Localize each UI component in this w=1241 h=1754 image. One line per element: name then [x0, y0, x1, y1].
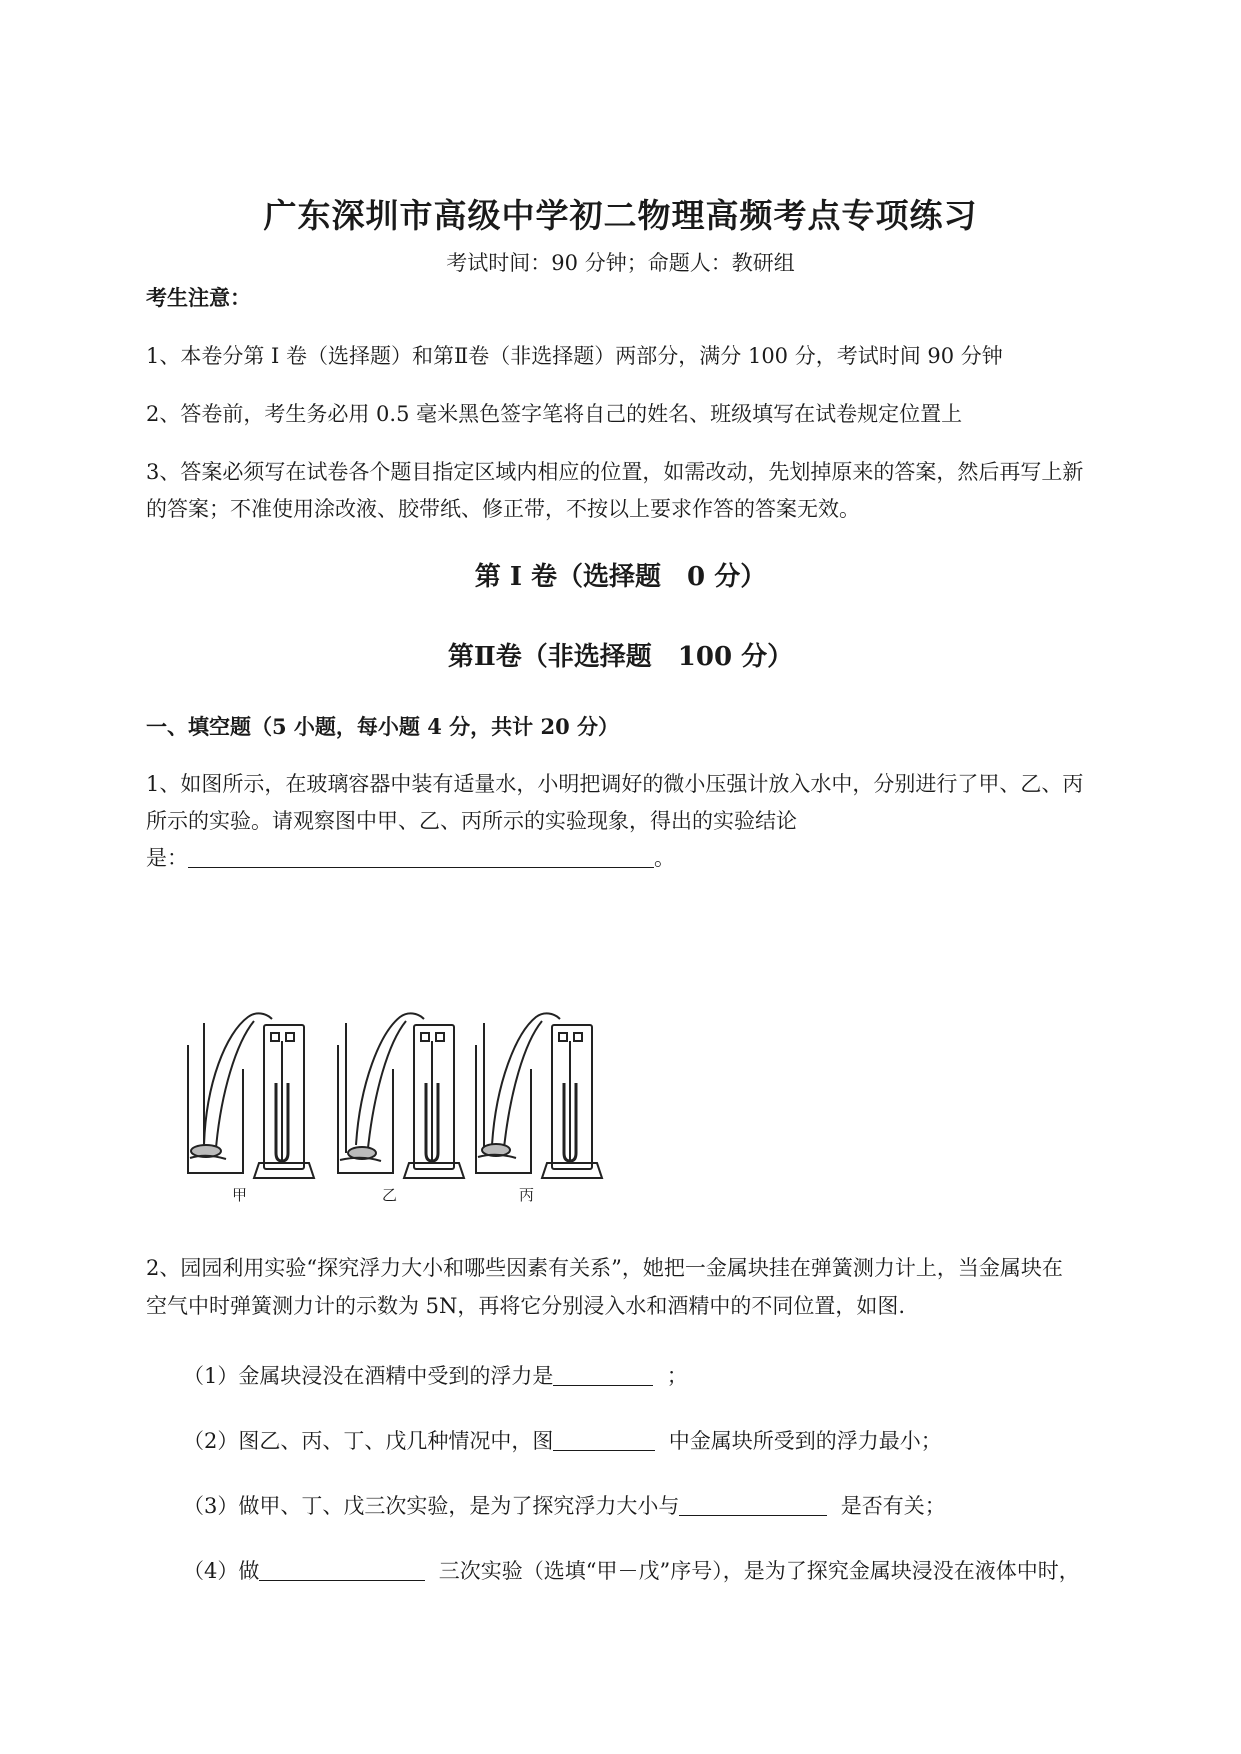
notice-item-3: 3、答案必须写在试卷各个题目指定区域内相应的位置，如需改动，先划掉原来的答案，然后再写上新 — [146, 460, 1084, 484]
figure-label-jia: 甲 — [232, 1186, 248, 1204]
experiment-yi-apparatus — [338, 1013, 464, 1178]
experiment-bing-apparatus — [476, 1013, 602, 1178]
question-2-sub-2-blank[interactable] — [553, 1428, 655, 1451]
notice-item-3-cont: 的答案；不准使用涂改液、胶带纸、修正带，不按以上要求作答的答案无效。 — [146, 497, 860, 521]
experiment-jia-apparatus — [188, 1013, 314, 1178]
question-2-sub-3-prefix: （3）做甲、丁、戊三次实验，是为了探究浮力大小与 — [183, 1494, 680, 1518]
question-1-suffix: 。 — [654, 846, 675, 870]
part-one-heading: 第 I 卷（选择题 0 分） — [474, 562, 767, 592]
question-2-line-2: 空气中时弹簧测力计的示数为 5N，再将它分别浸入水和酒精中的不同位置，如图. — [146, 1294, 906, 1318]
question-1-answer-blank[interactable] — [188, 845, 654, 868]
notice-item-1: 1、本卷分第 I 卷（选择题）和第Ⅱ卷（非选择题）两部分，满分 100 分，考试时间 90 分钟 — [146, 344, 1003, 368]
question-2-sub-4-blank[interactable] — [259, 1558, 425, 1581]
question-2-line-1: 2、园园利用实验“探究浮力大小和哪些因素有关系”，她把一金属块挂在弹簧测力计上，当金属块在 — [146, 1256, 1063, 1280]
question-2-sub-3 — [183, 1490, 946, 1520]
question-1-line-3 — [146, 842, 675, 872]
fill-in-section-heading: 一、填空题（5 小题，每小题 4 分，共计 20 分） — [146, 714, 620, 739]
question-1-prefix: 是： — [146, 846, 188, 870]
question-1-line-2: 所示的实验。请观察图中甲、乙、丙所示的实验现象，得出的实验结论 — [146, 809, 797, 833]
notice-item-2: 2、答卷前，考生务必用 0.5 毫米黑色签字笔将自己的姓名、班级填写在试卷规定位置上 — [146, 402, 963, 426]
notice-heading: 考生注意： — [146, 285, 251, 310]
exam-info: 考试时间：90 分钟；命题人：教研组 — [446, 251, 795, 275]
figure-label-bing: 丙 — [519, 1186, 535, 1204]
question-1-line-1: 1、如图所示，在玻璃容器中装有适量水，小明把调好的微小压强计放入水中，分别进行了甲、乙、丙 — [146, 772, 1084, 796]
figure-label-yi: 乙 — [382, 1186, 398, 1204]
pressure-gauge-figure — [176, 1003, 656, 1183]
question-2-sub-2-prefix: （2）图乙、丙、丁、戊几种情况中，图 — [183, 1429, 554, 1453]
question-2-sub-4-suffix: 三次实验（选填“甲－戊”序号），是为了探究金属块浸没在液体中时， — [438, 1559, 1080, 1583]
question-2-sub-3-blank[interactable] — [679, 1493, 827, 1516]
question-2-sub-4-prefix: （4）做 — [183, 1559, 260, 1583]
question-2-sub-1-blank[interactable] — [553, 1363, 653, 1386]
question-2-sub-1-prefix: （1）金属块浸没在酒精中受到的浮力是 — [183, 1364, 554, 1388]
question-2-sub-4 — [183, 1555, 1080, 1585]
page-title: 广东深圳市高级中学初二物理高频考点专项练习 — [263, 196, 978, 235]
question-2-sub-1-suffix: ； — [666, 1364, 688, 1388]
question-2-sub-1 — [183, 1360, 688, 1390]
part-two-heading: 第Ⅱ卷（非选择题 100 分） — [447, 642, 794, 672]
question-2-sub-3-suffix: 是否有关； — [840, 1494, 946, 1518]
question-2-sub-2-suffix: 中金属块所受到的浮力最小； — [668, 1429, 942, 1453]
question-2-sub-2 — [183, 1425, 942, 1455]
